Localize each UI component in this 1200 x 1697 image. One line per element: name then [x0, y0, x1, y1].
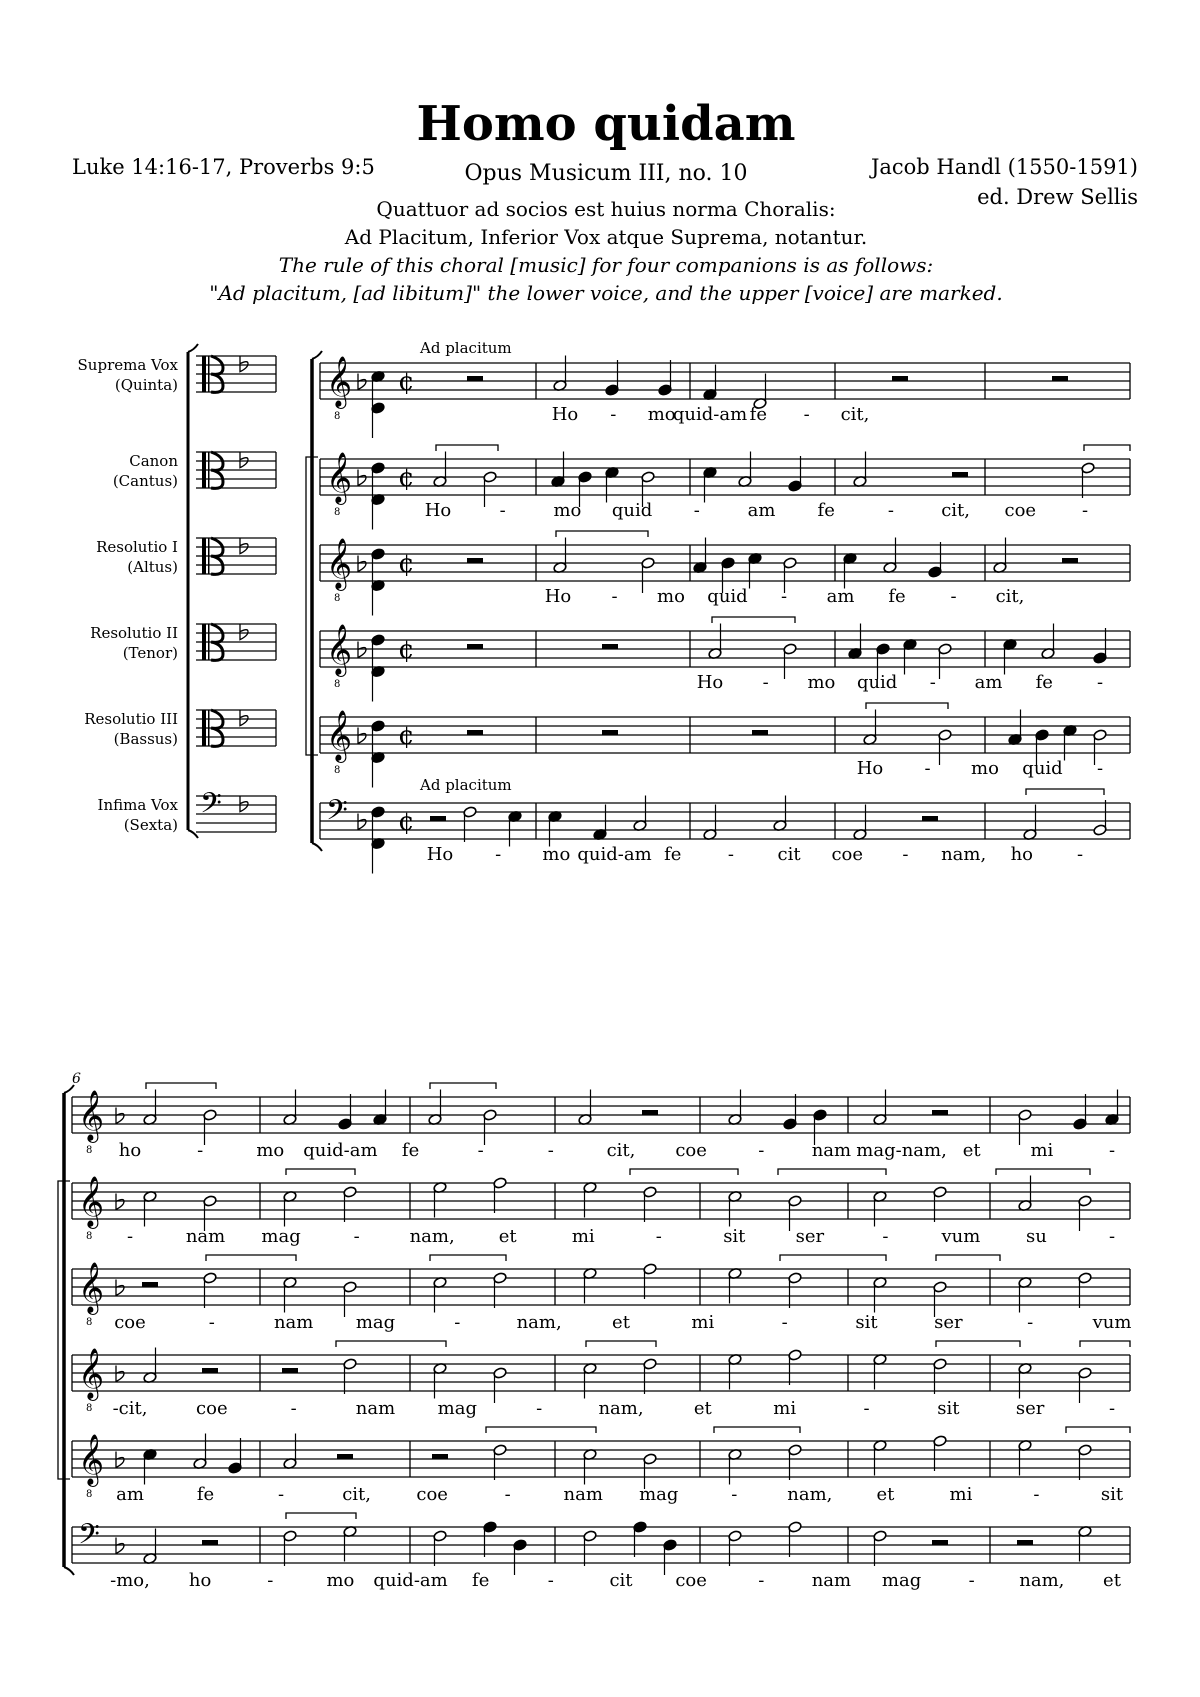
- lyric-syllable: am: [747, 500, 776, 521]
- lyric-syllable: -: [547, 1140, 554, 1161]
- lyric-syllable: nam,: [409, 1226, 455, 1247]
- treble-clef-icon: 𝄞: [78, 1176, 105, 1227]
- lyric-syllable: -: [454, 1312, 461, 1333]
- lyric-syllable: -: [731, 1484, 738, 1505]
- ligature-bracket: [146, 1083, 216, 1089]
- ligature-bracket: [286, 1513, 356, 1519]
- octave-8-icon: 8: [334, 679, 341, 690]
- lyric-syllable: -: [882, 1226, 889, 1247]
- lyric-syllable: fe: [472, 1570, 490, 1591]
- system-1: [306, 351, 1130, 874]
- half-rest-icon: [282, 1368, 298, 1373]
- lyric-syllable: ser: [934, 1312, 963, 1333]
- lyric-syllable: et: [498, 1226, 517, 1247]
- ligature-bracket: [996, 1169, 1090, 1175]
- half-rest-icon: [467, 730, 483, 735]
- ligature-bracket: [936, 1341, 1020, 1347]
- lyric-syllable: cit,: [606, 1140, 636, 1161]
- lyric-syllable: -: [803, 404, 810, 425]
- lyric-syllable: mo: [971, 758, 999, 779]
- ligature-bracket: [1026, 789, 1104, 795]
- bass-clef-icon: 𝄢: [200, 787, 222, 827]
- ligature-bracket: [430, 1255, 506, 1261]
- ligature-bracket: [630, 1169, 738, 1175]
- treble-clef-icon: 𝄞: [326, 710, 353, 761]
- half-rest-icon: [432, 1454, 448, 1459]
- treble-clef-icon: 𝄞: [78, 1434, 105, 1485]
- c-clef-icon: [211, 356, 223, 392]
- lyric-syllable: mag: [639, 1484, 679, 1505]
- lyric-syllable: ho: [118, 1140, 142, 1161]
- c-clef-icon: [202, 452, 206, 488]
- lyric-syllable: Ho: [551, 404, 579, 425]
- lyric-syllable: quid: [856, 672, 898, 693]
- lyric-syllable: nam: [355, 1398, 396, 1419]
- lyric-syllable: et: [876, 1484, 895, 1505]
- lyric-syllable: am: [974, 672, 1003, 693]
- lyric-syllable: -: [929, 672, 936, 693]
- treble-clef-icon: 𝄞: [78, 1090, 105, 1141]
- lyric-syllable: -: [536, 1398, 543, 1419]
- half-rest-icon: [467, 644, 483, 649]
- label-resolutio-2: Resolutio II: [90, 624, 178, 642]
- lyric-syllable: -: [758, 1140, 765, 1161]
- lyric-syllable: -: [126, 1226, 134, 1247]
- label-canon: Canon: [129, 452, 178, 470]
- lyric-syllable: fe: [196, 1484, 215, 1505]
- octave-8-icon: 8: [334, 411, 341, 422]
- flat-icon: [240, 624, 248, 640]
- c-clef-icon: [208, 624, 210, 660]
- half-rest-icon: [1052, 376, 1068, 381]
- lyric-syllable: quid-am: [672, 404, 748, 425]
- treble-clef-icon: 𝄞: [326, 452, 353, 503]
- lyric-syllable: -: [762, 672, 769, 693]
- ligature-bracket: [286, 1169, 355, 1175]
- flat-icon: [240, 452, 248, 468]
- lyric-syllable: ser: [1015, 1398, 1045, 1419]
- treble-clef-icon: 𝄞: [326, 538, 353, 589]
- lyric-syllable: Ho: [544, 586, 572, 607]
- rubric-latin-line-1: Quattuor ad socios est huius norma Choralis:: [376, 197, 836, 221]
- lyric-syllable: cit,: [342, 1484, 372, 1505]
- lyric-syllable: quid-am: [577, 844, 652, 865]
- label-resolutio-3: Resolutio III: [84, 710, 178, 728]
- label-resolutio-1-sub: (Altus): [127, 558, 178, 576]
- lyric-syllable: -: [1027, 1312, 1034, 1333]
- ad-placitum-bottom: Ad placitum: [420, 776, 512, 794]
- flat-icon: [240, 538, 248, 554]
- c-clef-icon: [208, 452, 210, 488]
- ligature-bracket: [712, 617, 795, 623]
- lyric-syllable: fe: [401, 1140, 420, 1161]
- half-rest-icon: [932, 1110, 948, 1115]
- half-rest-icon: [202, 1368, 218, 1373]
- lyric-syllable: am: [116, 1484, 144, 1505]
- editor: ed. Drew Sellis: [977, 185, 1138, 209]
- lyric-syllable: -: [477, 1140, 484, 1161]
- half-rest-icon: [430, 816, 446, 821]
- ad-placitum-top: Ad placitum: [420, 339, 512, 357]
- label-resolutio-2-sub: (Tenor): [122, 644, 178, 662]
- lyric-syllable: -: [902, 844, 909, 865]
- c-clef-icon: [211, 538, 223, 574]
- c-clef-icon: [208, 538, 210, 574]
- lyric-syllable: -: [1108, 1398, 1116, 1419]
- lyric-syllable: -: [863, 1398, 870, 1419]
- ligature-bracket: [1080, 1341, 1130, 1347]
- ligature-bracket: [486, 1427, 596, 1433]
- treble-clef-icon: 𝄞: [78, 1348, 105, 1399]
- lyric-syllable: mo: [326, 1570, 355, 1591]
- c-clef-icon: [208, 710, 210, 746]
- lyric-syllable: nam: [811, 1140, 852, 1161]
- lyric-syllable: vum: [1092, 1312, 1132, 1333]
- cut-time-icon: ¢: [398, 807, 415, 837]
- lyric-syllable: sit: [723, 1226, 746, 1247]
- c-clef-icon: [202, 710, 206, 746]
- c-clef-icon: [211, 710, 223, 746]
- octave-8-icon: 8: [86, 1403, 93, 1414]
- lyric-syllable: mag: [355, 1312, 396, 1333]
- system-2: [58, 1083, 1131, 1591]
- half-rest-icon: [892, 376, 908, 381]
- half-rest-icon: [142, 1282, 158, 1287]
- ligature-bracket: [1084, 445, 1130, 451]
- lyric-syllable: -: [924, 758, 931, 779]
- lyric-syllable: -: [1108, 1140, 1116, 1161]
- lyric-syllable: ho: [1010, 844, 1034, 865]
- octave-8-icon: 8: [86, 1317, 93, 1328]
- lyric-syllable: mi: [691, 1312, 715, 1333]
- lyric-syllable: nam,: [516, 1312, 562, 1333]
- treble-clef-icon: 𝄞: [78, 1262, 105, 1313]
- lyric-syllable: cit,: [995, 586, 1025, 607]
- lyric-syllable: -: [693, 500, 700, 521]
- lyric-syllable: mi: [949, 1484, 973, 1505]
- ligature-bracket: [1066, 1427, 1130, 1433]
- lyric-syllable: -: [499, 500, 506, 521]
- lyric-syllable: cit: [609, 1570, 633, 1591]
- lyric-syllable: coe: [416, 1484, 448, 1505]
- label-suprema: Suprema Vox: [77, 356, 178, 374]
- octave-8-icon: 8: [334, 765, 341, 776]
- lyric-syllable: nam: [185, 1226, 226, 1247]
- lyric-syllable: fe: [888, 586, 906, 607]
- lyric-syllable: mo: [647, 404, 676, 425]
- cut-time-icon: ¢: [398, 635, 415, 665]
- staff: [72, 1097, 1130, 1133]
- lyric-syllable: mi: [571, 1226, 595, 1247]
- score-subtitle: Opus Musicum III, no. 10: [464, 161, 748, 186]
- lyric-syllable: ho: [188, 1570, 212, 1591]
- staff: [72, 1269, 1130, 1305]
- ligature-bracket: [780, 1255, 886, 1261]
- lyric-syllable: et: [1103, 1570, 1121, 1591]
- lyric-syllable: -: [781, 1312, 788, 1333]
- lyric-syllable: nam,: [941, 844, 987, 865]
- ligature-bracket: [936, 1255, 1000, 1261]
- label-infima: Infima Vox: [97, 796, 178, 814]
- composer: Jacob Handl (1550-1591): [870, 155, 1138, 179]
- rubric-latin-line-2: Ad Placitum, Inferior Vox atque Suprema, notantur.: [344, 225, 868, 249]
- lyric-syllable: -: [197, 1140, 204, 1161]
- staff: [72, 1183, 1130, 1219]
- staff: [72, 1355, 1130, 1391]
- octave-8-icon: 8: [86, 1231, 93, 1242]
- label-resolutio-3-sub: (Bassus): [113, 730, 178, 748]
- lyric-syllable: mag: [437, 1398, 477, 1419]
- ligature-bracket: [430, 1083, 496, 1089]
- c-clef-icon: [208, 356, 210, 392]
- lyric-syllable: et: [612, 1312, 630, 1333]
- half-rest-icon: [602, 644, 618, 649]
- ligature-bracket: [436, 445, 498, 451]
- lyric-syllable: nam,: [598, 1398, 644, 1419]
- cut-time-icon: ¢: [398, 549, 415, 579]
- flat-icon: [240, 710, 248, 726]
- lyric-syllable: -: [950, 586, 957, 607]
- half-rest-icon: [602, 730, 618, 735]
- lyric-syllable: -: [278, 1484, 285, 1505]
- lyric-syllable: Ho: [424, 500, 452, 521]
- c-clef-icon: [202, 356, 206, 392]
- lyric-syllable: -: [495, 844, 502, 865]
- lyric-syllable: mo: [807, 672, 836, 693]
- staff: [72, 1527, 1130, 1563]
- lyric-syllable: coe: [196, 1398, 228, 1419]
- score-title: Homo quidam: [416, 96, 796, 152]
- lyric-syllable: -mo,: [110, 1570, 150, 1591]
- lyric-syllable: -: [1096, 758, 1104, 779]
- lyric-syllable: coe: [675, 1570, 707, 1591]
- lyric-syllable: -: [504, 1484, 511, 1505]
- half-rest-icon: [952, 472, 968, 477]
- lyric-syllable: -: [1096, 672, 1104, 693]
- lyric-syllable: -: [290, 1398, 297, 1419]
- lyric-syllable: fe: [664, 844, 682, 865]
- half-rest-icon: [752, 730, 768, 735]
- lyric-syllable: -: [968, 1570, 975, 1591]
- label-infima-sub: (Sexta): [123, 816, 178, 834]
- half-rest-icon: [202, 1540, 218, 1545]
- lyric-syllable: -: [1108, 1226, 1116, 1247]
- c-clef-icon: [211, 452, 223, 488]
- lyric-syllable: nam: [811, 1570, 852, 1591]
- cut-time-icon: ¢: [398, 367, 415, 397]
- treble-clef-icon: 𝄞: [326, 356, 353, 407]
- lyric-syllable: vum: [941, 1226, 981, 1247]
- lyric-syllable: fe: [1035, 672, 1053, 693]
- lyric-syllable: quid: [1022, 758, 1063, 779]
- lyric-syllable: coe: [114, 1312, 146, 1333]
- c-clef-icon: [202, 624, 206, 660]
- lyric-syllable: quid: [611, 500, 653, 521]
- incipit-staves: [188, 344, 276, 838]
- text-source: Luke 14:16-17, Proverbs 9:5: [72, 155, 375, 179]
- lyric-syllable: -: [1076, 844, 1084, 865]
- label-suprema-sub: (Quinta): [114, 376, 178, 394]
- bass-clef-icon: 𝄢: [326, 794, 348, 834]
- ligature-bracket: [714, 1427, 800, 1433]
- label-canon-sub: (Cantus): [112, 472, 178, 490]
- lyric-syllable: cit: [777, 844, 801, 865]
- incipit-labels: [78, 356, 179, 834]
- lyric-syllable: et: [693, 1398, 712, 1419]
- lyric-syllable: -: [610, 404, 617, 425]
- lyric-syllable: Ho: [856, 758, 884, 779]
- half-rest-icon: [922, 816, 938, 821]
- c-clef-icon: [211, 624, 223, 660]
- label-resolutio-1: Resolutio I: [96, 538, 178, 556]
- staff: [320, 717, 1130, 753]
- ligature-bracket: [586, 1341, 656, 1347]
- ligature-bracket: [556, 531, 648, 537]
- lyric-syllable: nam,: [1019, 1570, 1065, 1591]
- lyric-syllable: coe: [1004, 500, 1037, 521]
- lyric-syllable: cit,: [840, 404, 870, 425]
- lyric-syllable: sit: [1100, 1484, 1124, 1505]
- lyric-syllable: mo: [553, 500, 582, 521]
- half-rest-icon: [1017, 1540, 1033, 1545]
- lyric-syllable: nam: [563, 1484, 603, 1505]
- lyric-syllable: Ho: [426, 844, 454, 865]
- cut-time-icon: ¢: [398, 721, 415, 751]
- lyric-syllable: sit: [937, 1398, 960, 1419]
- lyric-syllable: -: [1081, 500, 1089, 521]
- lyric-syllable: fe: [749, 404, 767, 425]
- c-clef-icon: [202, 538, 206, 574]
- ligature-bracket: [206, 1255, 296, 1261]
- lyric-syllable: quid-am: [373, 1570, 448, 1591]
- half-rest-icon: [467, 376, 483, 381]
- lyric-syllable: -: [353, 1226, 360, 1247]
- ligature-bracket: [778, 1169, 886, 1175]
- lyric-syllable: fe: [817, 500, 835, 521]
- cut-time-icon: ¢: [398, 463, 415, 493]
- half-rest-icon: [337, 1454, 353, 1459]
- lyric-syllable: mo: [657, 586, 685, 607]
- treble-clef-icon: 𝄞: [326, 624, 353, 675]
- measure-number-6: 6: [72, 1071, 81, 1087]
- lyric-syllable: -: [758, 1570, 765, 1591]
- lyric-syllable: -: [887, 500, 894, 521]
- lyric-syllable: mi: [1030, 1140, 1054, 1161]
- lyric-syllable: -: [655, 1226, 662, 1247]
- bass-clef-icon: 𝄢: [78, 1518, 100, 1558]
- lyric-syllable: -: [780, 586, 788, 607]
- lyric-syllable: quid: [707, 586, 748, 607]
- lyric-syllable: -: [611, 586, 618, 607]
- lyric-syllable: mo: [256, 1140, 285, 1161]
- lyric-syllable: coe: [831, 844, 864, 865]
- rubric-english-line-1: The rule of this choral [music] for four companions is as follows:: [278, 253, 934, 277]
- staff: [320, 363, 1130, 399]
- lyric-syllable: -cit,: [112, 1398, 148, 1419]
- octave-8-icon: 8: [86, 1145, 93, 1156]
- lyric-syllable: mag: [881, 1570, 922, 1591]
- octave-8-icon: 8: [86, 1489, 93, 1500]
- flat-icon: [240, 356, 248, 372]
- half-rest-icon: [932, 1540, 948, 1545]
- lyric-syllable: et: [962, 1140, 981, 1161]
- flat-icon: [240, 796, 248, 812]
- lyric-syllable: mi: [773, 1398, 797, 1419]
- lyric-syllable: sit: [855, 1312, 878, 1333]
- lyric-syllable: -: [267, 1570, 274, 1591]
- lyric-syllable: coe: [675, 1140, 707, 1161]
- half-rest-icon: [1062, 558, 1078, 563]
- lyric-syllable: su: [1026, 1226, 1047, 1247]
- ligature-bracket: [336, 1341, 446, 1347]
- half-rest-icon: [642, 1110, 658, 1115]
- lyric-syllable: nam,: [787, 1484, 833, 1505]
- lyric-syllable: mag: [261, 1226, 301, 1247]
- ligature-bracket: [866, 703, 948, 709]
- lyric-syllable: nam: [273, 1312, 314, 1333]
- lyric-syllable: am: [826, 586, 855, 607]
- lyric-syllable: -: [208, 1312, 215, 1333]
- lyric-syllable: quid-am: [303, 1140, 378, 1161]
- rubric-english-line-2: "Ad placitum, [ad libitum]" the lower voice, and the upper [voice] are marked.: [209, 281, 1003, 305]
- half-rest-icon: [467, 558, 483, 563]
- lyric-syllable: Ho: [696, 672, 724, 693]
- lyric-syllable: ser: [795, 1226, 825, 1247]
- octave-8-icon: 8: [334, 593, 341, 604]
- lyric-syllable: -: [727, 844, 734, 865]
- lyric-syllable: mag-nam,: [856, 1140, 947, 1161]
- lyric-syllable: mo: [542, 844, 571, 865]
- octave-8-icon: 8: [334, 507, 341, 518]
- lyric-syllable: -: [1033, 1484, 1040, 1505]
- lyric-syllable: cit,: [941, 500, 970, 521]
- lyric-syllable: -: [547, 1570, 554, 1591]
